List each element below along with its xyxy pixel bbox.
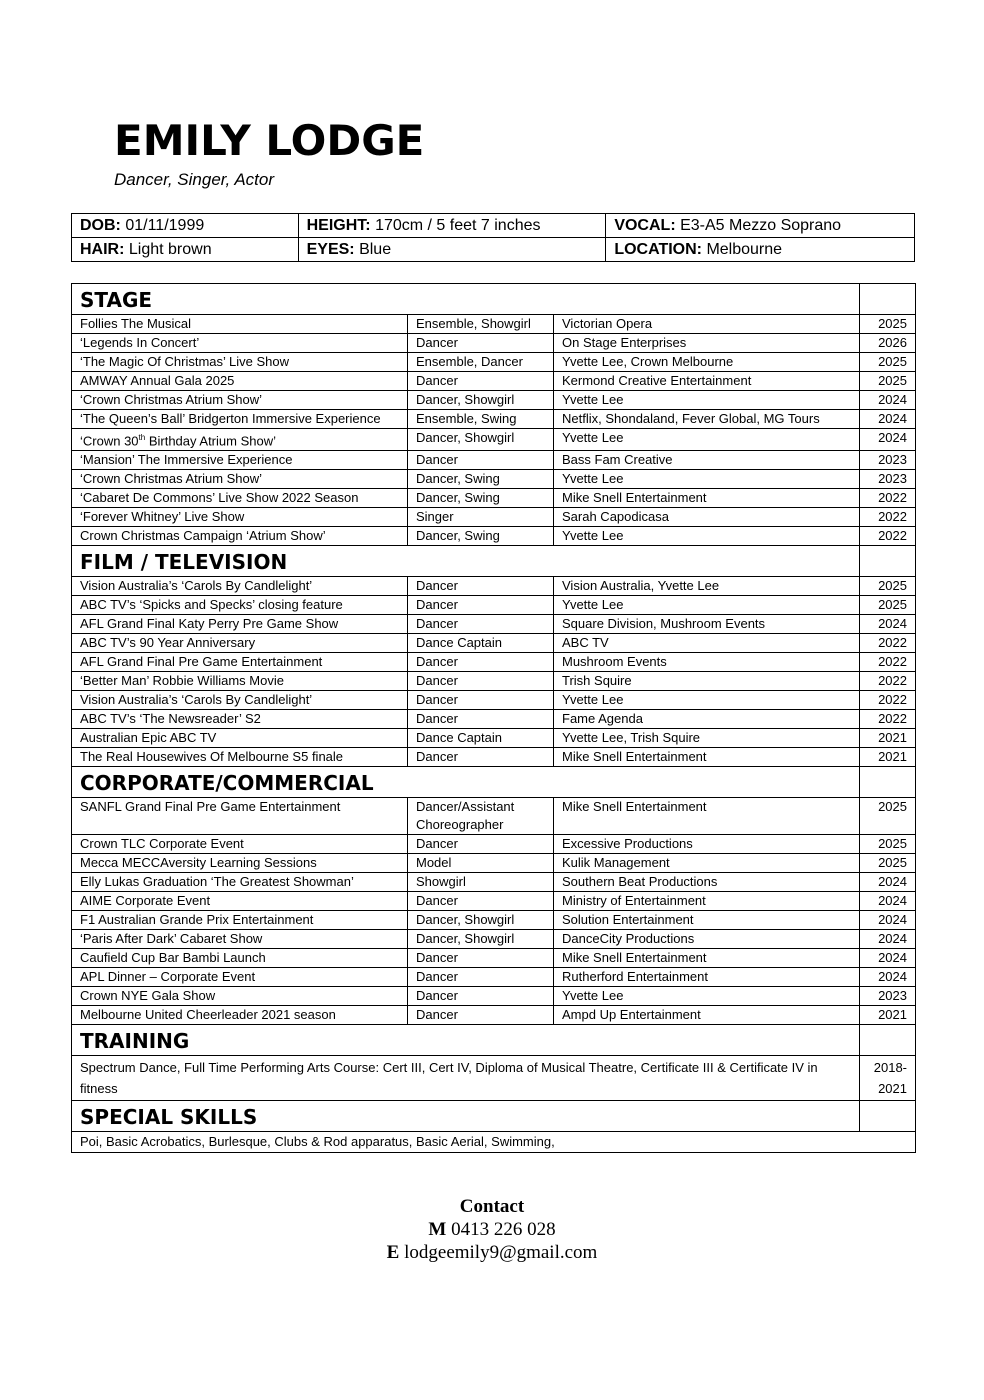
credit-year: 2022 (860, 710, 916, 729)
credit-year: 2021 (860, 1006, 916, 1025)
credit-year: 2025 (860, 353, 916, 372)
credit-year: 2023 (860, 470, 916, 489)
credit-company: On Stage Enterprises (554, 334, 860, 353)
credit-row (72, 334, 916, 353)
credit-title: Follies The Musical (72, 315, 408, 334)
section-heading-skills: SPECIAL SKILLS (72, 1101, 860, 1132)
credit-company: Yvette Lee, Trish Squire (554, 729, 860, 748)
credit-title: ABC TV’s ‘Spicks and Specks’ closing feature (72, 596, 408, 615)
training-year: 2018- 2021 (860, 1056, 916, 1101)
credit-year: 2022 (860, 672, 916, 691)
credit-year: 2023 (860, 987, 916, 1006)
credit-row (72, 854, 916, 873)
credit-company: Victorian Opera (554, 315, 860, 334)
credit-title: F1 Australian Grande Prix Entertainment (72, 911, 408, 930)
credit-year: 2025 (860, 577, 916, 596)
credit-title: ABC TV’s ‘The Newsreader’ S2 (72, 710, 408, 729)
credit-role: Dancer, Swing (408, 527, 554, 546)
performer-subtitle: Dancer, Singer, Actor (114, 170, 275, 189)
credit-role: Dancer (408, 1006, 554, 1025)
credit-row (72, 691, 916, 710)
credit-year: 2024 (860, 892, 916, 911)
hair-cell: HAIR: Light brown (72, 238, 299, 262)
credit-company: Yvette Lee (554, 691, 860, 710)
section-heading-stage: STAGE (72, 284, 860, 315)
height-cell: HEIGHT: 170cm / 5 feet 7 inches (298, 214, 606, 238)
credit-role: Dancer (408, 577, 554, 596)
credit-title: Australian Epic ABC TV (72, 729, 408, 748)
credit-title: Melbourne United Cheerleader 2021 season (72, 1006, 408, 1025)
credit-year: 2021 (860, 748, 916, 767)
credit-role: Dancer (408, 691, 554, 710)
credit-role: Dancer (408, 451, 554, 470)
credit-title: ‘Paris After Dark’ Cabaret Show (72, 930, 408, 949)
credit-title: AIME Corporate Event (72, 892, 408, 911)
credit-company: Yvette Lee (554, 391, 860, 410)
credit-company: Yvette Lee (554, 429, 860, 451)
credit-role: Model (408, 854, 554, 873)
credit-role: Singer (408, 508, 554, 527)
credit-year: 2021 (860, 729, 916, 748)
credit-row (72, 353, 916, 372)
credit-year: 2024 (860, 391, 916, 410)
credit-year: 2022 (860, 527, 916, 546)
credit-company: Yvette Lee (554, 470, 860, 489)
credit-role: Dancer, Swing (408, 470, 554, 489)
credit-company: Mike Snell Entertainment (554, 949, 860, 968)
vocal-cell: VOCAL: E3-A5 Mezzo Soprano (606, 214, 915, 238)
credit-role: Dancer, Showgirl (408, 391, 554, 410)
credit-row (72, 315, 916, 334)
credit-company: Mushroom Events (554, 653, 860, 672)
credit-title: The Real Housewives Of Melbourne S5 finale (72, 748, 408, 767)
section-heading-training: TRAINING (72, 1025, 860, 1056)
credit-year: 2025 (860, 798, 916, 835)
credit-company: Ministry of Entertainment (554, 892, 860, 911)
credit-year: 2024 (860, 930, 916, 949)
credit-role: Dance Captain (408, 634, 554, 653)
credit-company: Trish Squire (554, 672, 860, 691)
credit-title: ‘Legends In Concert’ (72, 334, 408, 353)
credit-title: ABC TV’s 90 Year Anniversary (72, 634, 408, 653)
credit-row (72, 911, 916, 930)
credit-company: Yvette Lee (554, 596, 860, 615)
credit-company: Mike Snell Entertainment (554, 798, 860, 835)
credit-year: 2025 (860, 372, 916, 391)
credit-row (72, 451, 916, 470)
credit-row (72, 835, 916, 854)
credit-year: 2022 (860, 508, 916, 527)
credit-year: 2024 (860, 911, 916, 930)
contact-phone: M 0413 226 028 (428, 1219, 556, 1240)
credit-company: Yvette Lee, Crown Melbourne (554, 353, 860, 372)
credit-row (72, 892, 916, 911)
contact-email: E lodgeemily9@gmail.com (386, 1242, 598, 1263)
credit-role: Ensemble, Showgirl (408, 315, 554, 334)
credit-title: SANFL Grand Final Pre Game Entertainment (72, 798, 408, 835)
credit-role: Dancer, Showgirl (408, 930, 554, 949)
credit-company: Rutherford Entertainment (554, 968, 860, 987)
credit-title: AMWAY Annual Gala 2025 (72, 372, 408, 391)
credit-year: 2024 (860, 429, 916, 451)
credit-company: Sarah Capodicasa (554, 508, 860, 527)
credit-year: 2022 (860, 653, 916, 672)
credit-row (72, 1006, 916, 1025)
credit-row (72, 672, 916, 691)
credit-row (72, 577, 916, 596)
film-credits (72, 577, 916, 767)
credit-company: Fame Agenda (554, 710, 860, 729)
credit-company: Southern Beat Productions (554, 873, 860, 892)
credit-row (72, 596, 916, 615)
credit-row (72, 798, 916, 835)
credit-company: Ampd Up Entertainment (554, 1006, 860, 1025)
location-cell: LOCATION: Melbourne (606, 238, 915, 262)
credit-role: Dancer (408, 892, 554, 911)
credit-role: Dancer (408, 672, 554, 691)
credit-row (72, 527, 916, 546)
credit-role: Dancer (408, 835, 554, 854)
credit-row (72, 653, 916, 672)
corporate-credits (72, 798, 916, 1025)
credit-role: Showgirl (408, 873, 554, 892)
credit-row (72, 873, 916, 892)
credit-year: 2024 (860, 615, 916, 634)
section-heading-film: FILM / TELEVISION (72, 546, 860, 577)
credit-title: ‘Better Man’ Robbie Williams Movie (72, 672, 408, 691)
credit-title: Crown TLC Corporate Event (72, 835, 408, 854)
credit-row (72, 968, 916, 987)
credit-row (72, 429, 916, 451)
credit-year: 2024 (860, 949, 916, 968)
credit-role: Dancer/Assistant Choreographer (408, 798, 554, 835)
credit-row (72, 949, 916, 968)
credit-company: Yvette Lee (554, 987, 860, 1006)
credit-role: Ensemble, Swing (408, 410, 554, 429)
credit-title: ‘Crown Christmas Atrium Show’ (72, 470, 408, 489)
credit-role: Dancer (408, 596, 554, 615)
credit-row (72, 372, 916, 391)
eyes-cell: EYES: Blue (298, 238, 606, 262)
credit-title: ‘Crown 30th Birthday Atrium Show’ (72, 429, 408, 451)
credit-title: Vision Australia’s ‘Carols By Candlelight’ (72, 691, 408, 710)
credit-year: 2025 (860, 854, 916, 873)
credit-company: Vision Australia, Yvette Lee (554, 577, 860, 596)
credit-row (72, 508, 916, 527)
personal-info-table (71, 213, 915, 262)
credit-company: Netflix, Shondaland, Fever Global, MG Tours (554, 410, 860, 429)
credit-role: Dancer (408, 372, 554, 391)
credit-year: 2023 (860, 451, 916, 470)
credit-title: ‘The Magic Of Christmas’ Live Show (72, 353, 408, 372)
credit-title: Crown NYE Gala Show (72, 987, 408, 1006)
credit-role: Dancer (408, 653, 554, 672)
credit-company: DanceCity Productions (554, 930, 860, 949)
contact-title: Contact (459, 1196, 525, 1217)
credit-title: Mecca MECCAversity Learning Sessions (72, 854, 408, 873)
performer-name: EMILY LODGE (114, 116, 425, 165)
credit-row (72, 470, 916, 489)
credit-role: Dancer (408, 968, 554, 987)
credit-company: Excessive Productions (554, 835, 860, 854)
skills-text: Poi, Basic Acrobatics, Burlesque, Clubs & Rod apparatus, Basic Aerial, Swimming, (72, 1132, 916, 1153)
credit-company: Solution Entertainment (554, 911, 860, 930)
credit-row (72, 634, 916, 653)
credit-title: Vision Australia’s ‘Carols By Candlelight’ (72, 577, 408, 596)
credit-role: Dancer (408, 615, 554, 634)
credit-title: ‘Cabaret De Commons’ Live Show 2022 Season (72, 489, 408, 508)
credit-year: 2025 (860, 596, 916, 615)
credit-company: Mike Snell Entertainment (554, 748, 860, 767)
credit-year: 2025 (860, 315, 916, 334)
credit-company: Kermond Creative Entertainment (554, 372, 860, 391)
credit-company: ABC TV (554, 634, 860, 653)
credit-year: 2022 (860, 489, 916, 508)
credit-year: 2024 (860, 410, 916, 429)
credit-role: Dancer (408, 710, 554, 729)
credit-role: Dancer (408, 748, 554, 767)
credit-row (72, 489, 916, 508)
credit-row (72, 987, 916, 1006)
credit-year: 2022 (860, 691, 916, 710)
credit-title: Crown Christmas Campaign ‘Atrium Show’ (72, 527, 408, 546)
credit-row (72, 615, 916, 634)
credit-title: Caufield Cup Bar Bambi Launch (72, 949, 408, 968)
credit-role: Dancer, Showgirl (408, 429, 554, 451)
credit-company: Bass Fam Creative (554, 451, 860, 470)
credit-company: Mike Snell Entertainment (554, 489, 860, 508)
credit-row (72, 729, 916, 748)
credit-role: Dancer (408, 949, 554, 968)
credit-role: Dancer (408, 334, 554, 353)
credit-role: Dancer (408, 987, 554, 1006)
credit-row (72, 410, 916, 429)
credit-role: Dancer, Swing (408, 489, 554, 508)
credit-title: Elly Lukas Graduation ‘The Greatest Showman’ (72, 873, 408, 892)
credit-row (72, 391, 916, 410)
credit-title: ‘Forever Whitney’ Live Show (72, 508, 408, 527)
credit-title: APL Dinner – Corporate Event (72, 968, 408, 987)
credit-row (72, 930, 916, 949)
credit-role: Dance Captain (408, 729, 554, 748)
contact-block (0, 1195, 984, 1264)
credit-title: ‘Crown Christmas Atrium Show’ (72, 391, 408, 410)
credit-company: Kulik Management (554, 854, 860, 873)
credit-company: Yvette Lee (554, 527, 860, 546)
credit-role: Ensemble, Dancer (408, 353, 554, 372)
credits-table (71, 283, 916, 1153)
stage-credits (72, 315, 916, 546)
credit-title: AFL Grand Final Pre Game Entertainment (72, 653, 408, 672)
credit-year: 2022 (860, 634, 916, 653)
credit-year: 2025 (860, 835, 916, 854)
credit-title: AFL Grand Final Katy Perry Pre Game Show (72, 615, 408, 634)
credit-year: 2024 (860, 873, 916, 892)
credit-year: 2026 (860, 334, 916, 353)
credit-row (72, 710, 916, 729)
credit-title: ‘Mansion’ The Immersive Experience (72, 451, 408, 470)
dob-cell: DOB: 01/11/1999 (72, 214, 299, 238)
credit-year: 2024 (860, 968, 916, 987)
credit-company: Square Division, Mushroom Events (554, 615, 860, 634)
section-heading-corporate: CORPORATE/COMMERCIAL (72, 767, 860, 798)
resume-header (114, 116, 424, 190)
training-text: Spectrum Dance, Full Time Performing Arts Course: Cert III, Cert IV, Diploma of Musical Theatre, Certificate III & Certificate IV in fitness (72, 1056, 860, 1101)
credit-title: ‘The Queen’s Ball’ Bridgerton Immersive Experience (72, 410, 408, 429)
credit-role: Dancer, Showgirl (408, 911, 554, 930)
credit-row (72, 748, 916, 767)
